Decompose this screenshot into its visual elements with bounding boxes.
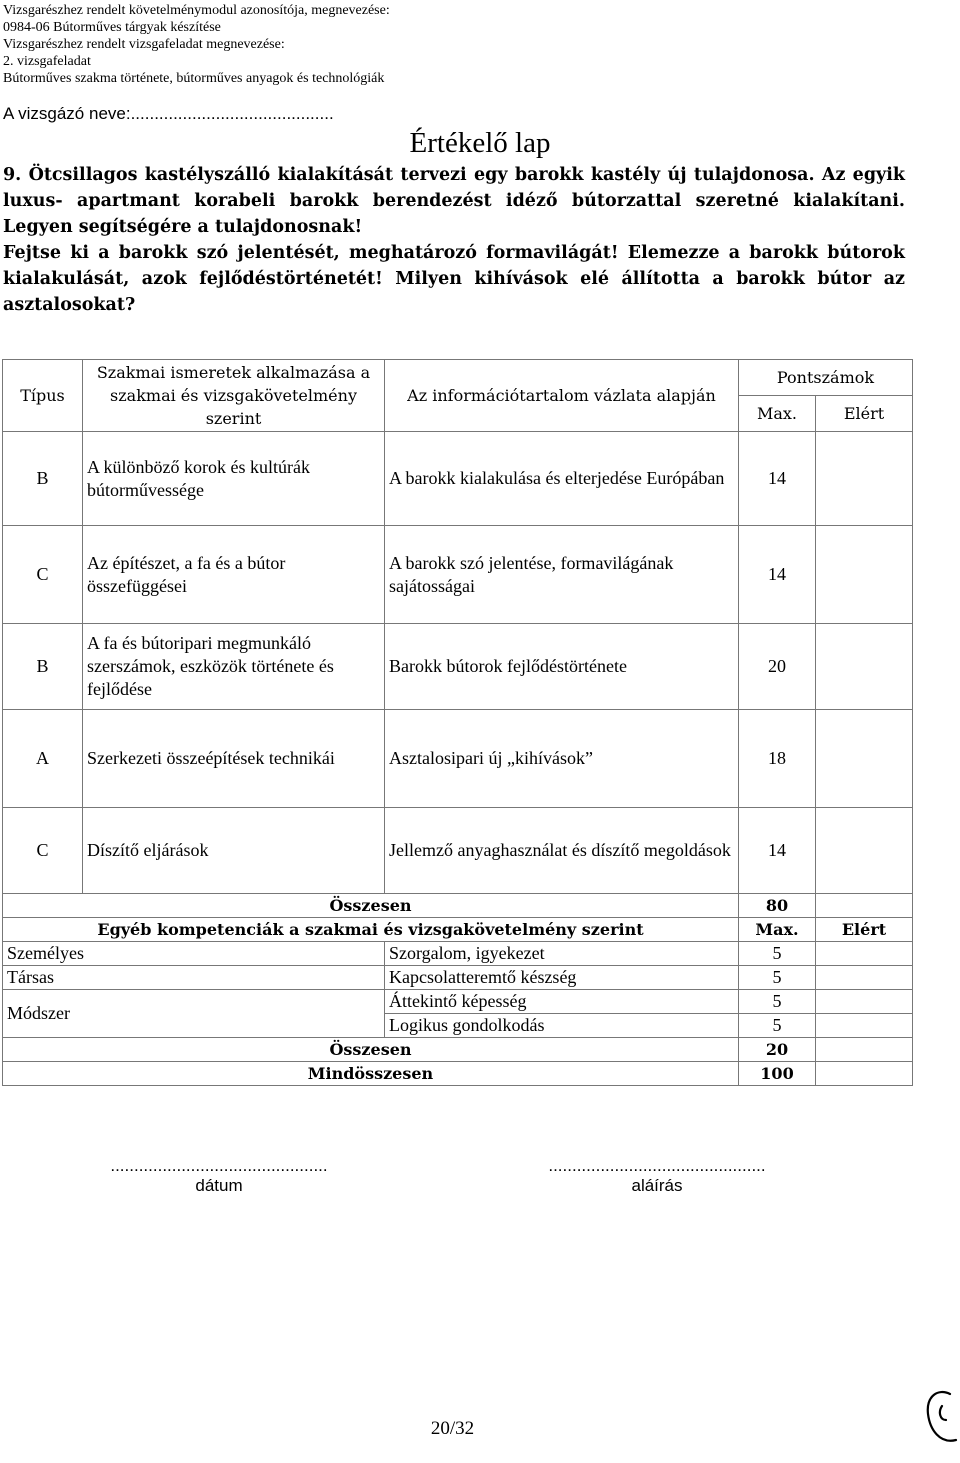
task-paragraph: 9. Ötcsillagos kastélyszálló kialakítását tervezi egy barokk kastély új tulajdonosa. Az egyik luxus- apartmant korabeli barokk berendezést idéző bútorzattal szeretné kialakítani. Legyen segítségére a tulajdonosnak! — [3, 165, 905, 237]
competency-item: Áttekintő képesség — [385, 990, 739, 1014]
competency-total-value: 20 — [739, 1038, 816, 1062]
competency-achieved — [816, 990, 913, 1014]
header-line: 0984-06 Bútorműves tárgyak készítése — [3, 20, 221, 35]
task-description — [3, 162, 905, 318]
competency-item: Logikus gondolkodás — [385, 1014, 739, 1038]
task-paragraph: Fejtse ki a barokk szó jelentését, meghatározó formavilágát! Elemezze a barokk bútorok kialakulását, azok fejlődéstörténetét! Milyen kihívások elé állította a barokk bútor az asztalosokat? — [3, 243, 905, 315]
header-line: 2. vizsgafeladat — [3, 54, 91, 69]
competency-total-label: Összesen — [3, 1038, 739, 1062]
evaluation-table — [2, 359, 913, 1086]
grand-total-value: 100 — [739, 1062, 816, 1086]
competency-max: 5 — [739, 990, 816, 1014]
page-title: Értékelő lap — [409, 127, 551, 159]
row-type: B — [3, 432, 83, 526]
grand-total-label: Mindösszesen — [3, 1062, 739, 1086]
candidate-name-field: A vizsgázó neve:........................................... — [3, 104, 334, 123]
row-max: 20 — [739, 624, 816, 710]
row-max: 14 — [739, 432, 816, 526]
table-row — [3, 808, 913, 894]
competency-total-achieved — [816, 1038, 913, 1062]
page-number: 20/32 — [430, 1418, 475, 1439]
col-header-type: Típus — [3, 360, 83, 432]
competency-category: Társas — [3, 966, 385, 990]
subtotal-label: Összesen — [3, 894, 739, 918]
row-knowledge: Díszítő eljárások — [83, 808, 385, 894]
date-label: dátum — [195, 1176, 243, 1195]
document-header — [3, 2, 390, 87]
date-dots: .............................................. — [110, 1156, 328, 1175]
col-header-max: Max. — [739, 396, 816, 432]
row-max: 14 — [739, 808, 816, 894]
row-info: Barokk bútorok fejlődéstörténete — [385, 624, 739, 710]
col-header-achieved: Elért — [816, 396, 913, 432]
competency-achieved — [816, 942, 913, 966]
header-line: Vizsgarészhez rendelt követelménymodul azonosítója, megnevezése: — [3, 3, 390, 18]
signature-block — [522, 1156, 792, 1196]
other-achieved-header: Elért — [816, 918, 913, 942]
row-achieved — [816, 526, 913, 624]
row-knowledge: Szerkezeti összeépítések technikái — [83, 710, 385, 808]
row-achieved — [816, 624, 913, 710]
other-competencies-label: Egyéb kompetenciák a szakmai és vizsgakövetelmény szerint — [3, 918, 739, 942]
signature-dots: .............................................. — [548, 1156, 766, 1175]
row-knowledge: A fa és bútoripari megmunkáló szerszámok, eszközök története és fejlődése — [83, 624, 385, 710]
competency-category: Módszer — [3, 990, 385, 1038]
col-header-info: Az információtartalom vázlata alapján — [385, 360, 739, 432]
competency-max: 5 — [739, 966, 816, 990]
table-row — [3, 432, 913, 526]
competency-item: Kapcsolatteremtő készség — [385, 966, 739, 990]
table-row — [3, 526, 913, 624]
row-achieved — [816, 710, 913, 808]
row-type: C — [3, 808, 83, 894]
header-line: Vizsgarészhez rendelt vizsgafeladat megnevezése: — [3, 37, 285, 52]
competency-item: Szorgalom, igyekezet — [385, 942, 739, 966]
row-type: C — [3, 526, 83, 624]
row-type: A — [3, 710, 83, 808]
competency-achieved — [816, 966, 913, 990]
header-line: Bútorműves szakma története, bútorműves anyagok és technológiák — [3, 71, 385, 86]
competency-achieved — [816, 1014, 913, 1038]
row-achieved — [816, 808, 913, 894]
subtotal-achieved — [816, 894, 913, 918]
row-max: 18 — [739, 710, 816, 808]
competency-row — [3, 966, 913, 990]
competency-max: 5 — [739, 942, 816, 966]
row-info: Asztalosipari új „kihívások” — [385, 710, 739, 808]
competency-row — [3, 990, 913, 1014]
competency-row — [3, 942, 913, 966]
row-knowledge: Az építészet, a fa és a bútor összefüggései — [83, 526, 385, 624]
row-info: A barokk szó jelentése, formavilágának sajátosságai — [385, 526, 739, 624]
competency-max: 5 — [739, 1014, 816, 1038]
table-row — [3, 624, 913, 710]
signature-label: aláírás — [631, 1176, 683, 1195]
row-info: Jellemző anyaghasználat és díszítő megoldások — [385, 808, 739, 894]
col-header-knowledge: Szakmai ismeretek alkalmazása a szakmai és vizsgakövetelmény szerint — [83, 360, 385, 432]
col-header-points: Pontszámok — [739, 360, 913, 396]
table-row — [3, 710, 913, 808]
grand-total-achieved — [816, 1062, 913, 1086]
subtotal-value: 80 — [739, 894, 816, 918]
row-max: 14 — [739, 526, 816, 624]
handwritten-signature-icon — [918, 1386, 960, 1456]
date-signature-block — [84, 1156, 354, 1196]
row-info: A barokk kialakulása és elterjedése Európában — [385, 432, 739, 526]
other-max-header: Max. — [739, 918, 816, 942]
row-achieved — [816, 432, 913, 526]
row-type: B — [3, 624, 83, 710]
competency-category: Személyes — [3, 942, 385, 966]
row-knowledge: A különböző korok és kultúrák bútorművessége — [83, 432, 385, 526]
